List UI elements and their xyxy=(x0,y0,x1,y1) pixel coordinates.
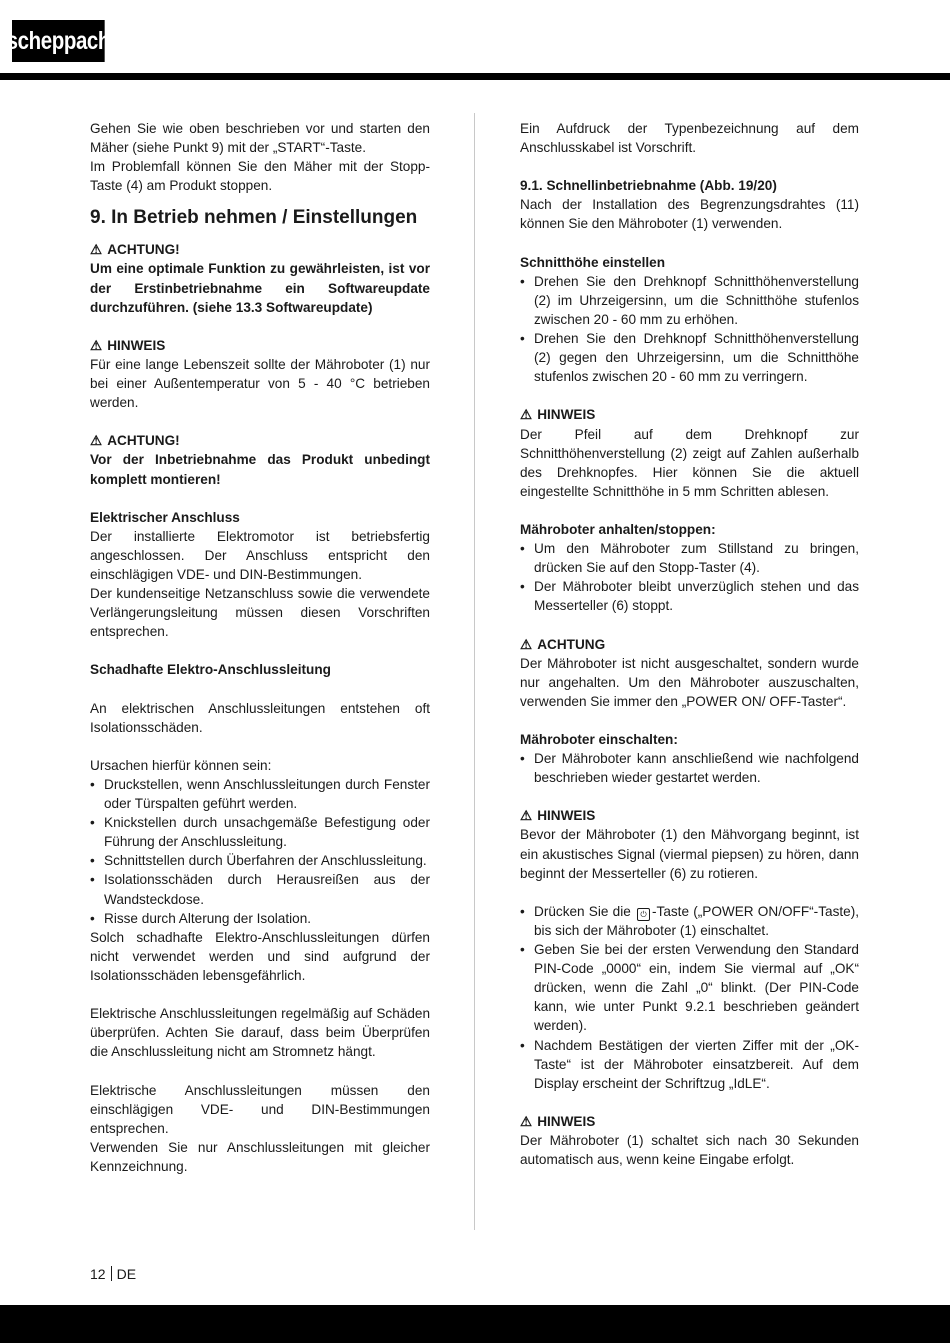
warning-text: Vor der Inbetriebnahme das Produkt unbedingt komplett montieren! xyxy=(90,452,430,487)
list-item: • Der Mähroboter kann anschließend wie nachfolgend beschrieben wieder gestartet werden. xyxy=(520,751,859,786)
paragraph: Verwenden Sie nur Anschlussleitungen mit gleicher Kennzeichnung. xyxy=(90,1139,430,1174)
list-item: • Um den Mähroboter zum Stillstand zu bringen, drücken Sie auf den Stopp-Taster (4). xyxy=(520,541,859,576)
subheading-switch-on: Mähroboter einschalten: xyxy=(520,732,678,747)
note-text: Der Pfeil auf dem Drehknopf zur Schnitthöhenverstellung (2) zeigt auf Zahlen außerhalb des Drehknopfes. Hier können Sie die aktuell eingestellte Schnitthöhe in 5 mm Schritten ablesen. xyxy=(520,426,859,499)
steps-list xyxy=(520,902,859,1093)
warning-triangle-icon: ⚠ xyxy=(520,1113,533,1129)
note-text: Der Mähroboter (1) schaltet sich nach 30 Sekunden automatisch aus, wenn keine Eingabe erfolgt. xyxy=(520,1132,859,1168)
paragraph: Elektrische Anschlussleitungen müssen den einschlägigen VDE- und DIN-Bestimmungen entsprechen. xyxy=(90,1082,430,1136)
list-item: • Der Mähroboter bleibt unverzüglich stehen und das Messerteller (6) stoppt. xyxy=(520,579,859,614)
paragraph: Der kundenseitige Netzanschluss sowie die verwendete Verlängerungsleitung müssen diesen Vorschriften entsprechen. xyxy=(90,586,430,640)
list-item: • Isolationsschäden durch Herausreißen aus der Wandsteckdose. xyxy=(90,872,430,907)
cut-height-list xyxy=(520,272,859,387)
list-item: • Nachdem Bestätigen der vierten Ziffer mit der „OK-Taste“ ist der Mähroboter einsatzbereit. Auf dem Display erscheint der Schriftzug „IdLE“. xyxy=(520,1037,859,1091)
page-footer xyxy=(90,1265,136,1283)
subheading-electrical: Elektrischer Anschluss xyxy=(90,509,240,525)
list-item: • Schnittstellen durch Überfahren der Anschlussleitung. xyxy=(90,853,427,869)
note-label: HINWEIS xyxy=(537,808,596,824)
list-item: • Geben Sie bei der ersten Verwendung den Standard PIN-Code „0000“ ein, indem Sie viermal auf „OK“ drücken, wenn die Zahl „0“ blinkt. (Der PIN-Code kann, wie unter Punkt 9.2.1 beschrieben geändert werden). xyxy=(520,942,859,1034)
list-item: • Druckstellen, wenn Anschlussleitungen durch Fenster oder Türspalten geführt werden. xyxy=(90,777,430,812)
header-rule xyxy=(0,73,950,80)
right-column xyxy=(520,119,859,1169)
page-number: 12 xyxy=(90,1266,106,1282)
paragraph: An elektrischen Anschlussleitungen entstehen oft Isolationsschäden. xyxy=(90,700,430,735)
warning-text: Um eine optimale Funktion zu gewährleisten, ist vor der Erstinbetriebnahme ein Softwareupdate durchzuführen. (siehe 13.3 Softwareupdate) xyxy=(90,261,430,315)
causes-list xyxy=(90,775,430,928)
list-item: • Drücken Sie die ⏻ -Taste („POWER ON/OFF“-Taste), bis sich der Mähroboter (1) einschaltet. xyxy=(520,903,859,938)
note-label: HINWEIS xyxy=(537,407,596,423)
language-code: DE xyxy=(116,1266,137,1282)
warning-triangle-icon: ⚠ xyxy=(520,636,533,652)
list-item: • Drehen Sie den Drehknopf Schnitthöhenverstellung (2) gegen den Uhrzeigersinn, um die Schnitthöhe stufenlos zwischen 20 - 60 mm zu verringern. xyxy=(520,331,859,385)
paragraph: Elektrische Anschlussleitungen regelmäßig auf Schäden überprüfen. Achten Sie darauf, dass beim Überprüfen die Anschlussleitung nicht am Stromnetz hängt. xyxy=(90,1006,430,1060)
warning-triangle-icon: ⚠ xyxy=(520,808,533,824)
warning-triangle-icon: ⚠ xyxy=(90,433,103,449)
note-label: HINWEIS xyxy=(537,1113,596,1129)
brand-logo: scheppach xyxy=(12,20,105,62)
note-text: Bevor der Mähroboter (1) den Mähvorgang beginnt, ist ein akustisches Signal (viermal piepsen) zu hören, dann beginnt der Messerteller (6) zu rotieren. xyxy=(520,827,859,881)
paragraph: Solch schadhafte Elektro-Anschlussleitungen dürfen nicht verwendet werden und sind aufgrund der Isolationsschäden lebensgefährlich. xyxy=(90,929,430,983)
warning-triangle-icon: ⚠ xyxy=(90,242,103,258)
list-item: • Knickstellen durch unsachgemäße Befestigung oder Führung der Anschlussleitung. xyxy=(90,815,430,850)
section-heading: 9. In Betrieb nehmen / Einstellungen xyxy=(90,207,418,229)
paragraph: Nach der Installation des Begrenzungsdrahtes (11) können Sie den Mähroboter (1) verwenden. xyxy=(520,197,859,232)
note-label: HINWEIS xyxy=(107,337,166,353)
subheading-defective-cable: Schadhafte Elektro-Anschlussleitung xyxy=(90,662,331,678)
subheading-stop: Mähroboter anhalten/stoppen: xyxy=(520,521,716,537)
intro-paragraph: Im Problemfall können Sie den Mäher mit der Stopp-Taste (4) am Produkt stoppen. xyxy=(90,159,430,194)
warning-label: ACHTUNG! xyxy=(107,433,180,449)
list-item: • Risse durch Alterung der Isolation. xyxy=(90,910,312,926)
warning-label: ACHTUNG xyxy=(537,636,606,652)
list-item: • Drehen Sie den Drehknopf Schnitthöhenverstellung (2) im Uhrzeigersinn, um die Schnitthöhe stufenlos zwischen 20 - 60 mm zu erhöhen. xyxy=(520,273,859,327)
power-button-icon: ⏻ xyxy=(637,908,650,921)
stop-list xyxy=(520,539,859,615)
warning-triangle-icon: ⚠ xyxy=(90,337,103,353)
warning-label: ACHTUNG! xyxy=(107,242,180,258)
subheading-cut-height: Schnitthöhe einstellen xyxy=(520,254,666,270)
footer-bar xyxy=(0,1305,950,1343)
paragraph: Ein Aufdruck der Typenbezeichnung auf dem Anschlusskabel ist Vorschrift. xyxy=(520,121,859,156)
paragraph: Der installierte Elektromotor ist betriebsfertig angeschlossen. Der Anschluss entspricht den einschlägigen VDE- und DIN-Bestimmungen. xyxy=(90,528,430,582)
intro-paragraph: Gehen Sie wie oben beschrieben vor und starten den Mäher (siehe Punkt 9) mit der „START“-Taste. xyxy=(90,121,430,156)
paragraph: Ursachen hierfür können sein: xyxy=(90,757,272,773)
note-text: Für eine lange Lebenszeit sollte der Mähroboter (1) nur bei einer Außentemperatur von 5 - 40 °C betrieben werden. xyxy=(90,356,430,411)
column-divider xyxy=(474,113,475,1230)
switch-on-list xyxy=(520,749,859,787)
subheading-quick-start: 9.1. Schnellinbetriebnahme (Abb. 19/20) xyxy=(520,178,777,194)
warning-triangle-icon: ⚠ xyxy=(520,407,533,423)
warning-text: Der Mähroboter ist nicht ausgeschaltet, sondern wurde nur angehalten. Um den Mähroboter auszuschalten, verwenden Sie immer den „POWER ON/ OFF-Taster“. xyxy=(520,655,859,709)
left-column xyxy=(90,119,430,1176)
